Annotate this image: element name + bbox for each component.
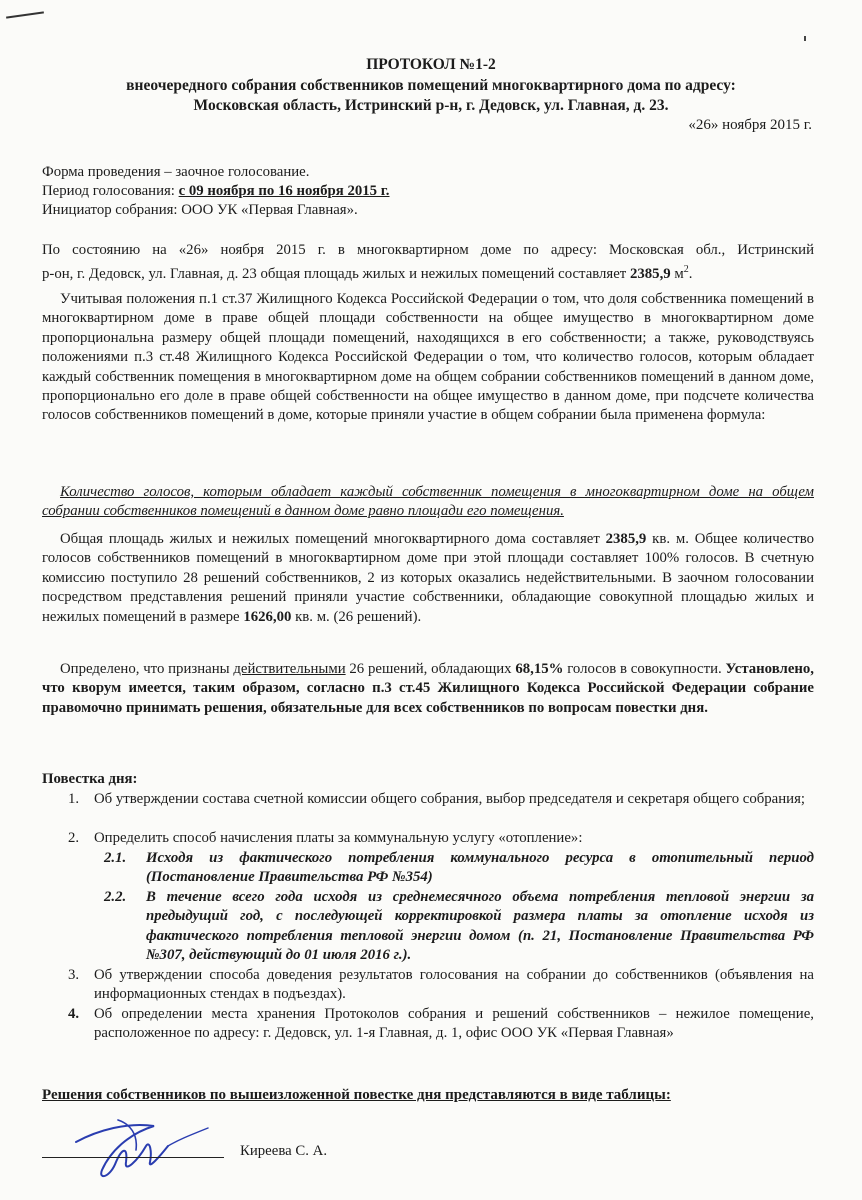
quorum-percent: 68,15% bbox=[515, 661, 564, 677]
agenda-item-2: Определить способ начисления платы за коммунальную услугу «отопление»: bbox=[94, 830, 583, 846]
scan-mark bbox=[6, 11, 44, 18]
scan-dot bbox=[804, 36, 806, 41]
total-paragraph: Общая площадь жилых и нежилых помещений многоквартирного дома составляет 2385,9 кв. м. Общее количество голосов собственников помещений в многоквартирном доме при этой площади составляет 100% голосов. В счетную комиссию поступило 28 решений собственников, 2 из которых оказались недействительными. В заочном голосовании посредством представления решений приняли участие собственники, обладающие совокупной площадью жилых и нежилых помещений в размере 1626,00 кв. м. (26 решений). bbox=[42, 531, 814, 625]
handwritten-signature bbox=[58, 1100, 228, 1190]
agenda-num-2: 2. bbox=[68, 830, 80, 846]
agenda-num-4: 4. bbox=[68, 1006, 80, 1022]
agenda-num-3: 3. bbox=[68, 967, 80, 983]
area-line-2: р-он, г. Дедовск, ул. Главная, д. 23 общая площадь жилых и нежилых помещений составляет 2385,9 $м^2$. bbox=[42, 264, 693, 283]
signature-stroke-1 bbox=[76, 1125, 168, 1176]
protocol-date: «26» ноября 2015 г. bbox=[688, 117, 812, 133]
agenda-item-1: Об утверждении состава счетной комиссии общего собрания, выбор председателя и секретаря общего собрания; bbox=[94, 791, 806, 807]
signatory-name: Киреева С. А. bbox=[240, 1143, 328, 1159]
initiator-line: Инициатор собрания: ООО УК «Первая Главная». bbox=[42, 202, 358, 218]
law-paragraph: Учитывая положения п.1 ст.37 Жилищного Кодекса Российской Федерации о том, что доля собственника помещений в многоквартирном доме в праве общей площади собственности на общее имущество в многоквартирном доме пропорциональна размеру общей площади помещений, находящихся в его собственности; а также, руководствуясь положениями п.3 ст.48 Жилищного Кодекса Российской Федерации о том, что количество голосов, которым обладает каждый собственник помещения в многоквартирном доме на общем собрании собственников помещений в данном доме, пропорционально его доле в праве общей собственности на общее имущество в данном доме, при подсчете количества голосов собственников помещений в доме, которые приняли участие в общем собрании была применена формула: bbox=[42, 291, 814, 424]
agenda-item-4: Об определении места хранения Протоколов собрания и решений собственников – нежилое помещение, расположенное по адресу: г. Дедовск, ул. 1-я Главная, д. 1, офис ООО УК «Первая Главная» bbox=[94, 1006, 814, 1042]
protocol-subtitle: внеочередного собрания собственников помещений многоквартирного дома по адресу: bbox=[126, 77, 736, 94]
form-line: Форма проведения – заочное голосование. bbox=[42, 164, 310, 180]
agenda-item-3: Об утверждении способа доведения результатов голосования на собрании до собственников (объявления на информационных стендах в подъездах). bbox=[94, 967, 814, 1003]
decisions-heading: Решения собственников по вышеизложенной повестке дня представляются в виде таблицы: bbox=[42, 1087, 671, 1103]
area-line-1: По состоянию на «26» ноября 2015 г. в многоквартирном доме по адресу: Московская обл., Истринский bbox=[42, 242, 814, 258]
quorum-paragraph: Определено, что признаны действительными 26 решений, обладающих 68,15% голосов в совокупности. Установлено, что кворум имеется, таким образом, согласно п.3 ст.45 Жилищного Кодекса Российской Федерации собрание правомочно принимать решения, обязательные для всех собственников по вопросам повестки дня. bbox=[42, 661, 815, 716]
agenda-num-1: 1. bbox=[68, 791, 80, 807]
period-value: с 09 ноября по 16 ноября 2015 г. bbox=[178, 183, 390, 199]
agenda-sub-num-1: 2.1. bbox=[104, 850, 127, 866]
area-value: 2385,9 bbox=[629, 266, 671, 283]
agenda-sub-item-2: В течение всего года исходя из среднемесячного объема потребления тепловой энергии за предыдущий год, с последующей корректировкой размера платы за отопление исходя из фактического потребления тепловой энергии домом (п. 21, Постановление Правительства РФ №307, действующий до 01 июля 2016 г.). bbox=[146, 889, 814, 964]
agenda-sub-item-1: Исходя из фактического потребления коммунального ресурса в отопительный период (Постановление Правительства РФ №354) bbox=[146, 850, 814, 886]
agenda-title: Повестка дня: bbox=[42, 771, 138, 787]
protocol-address: Московская область, Истринский р-н, г. Дедовск, ул. Главная, д. 23. bbox=[193, 97, 669, 114]
protocol-title: ПРОТОКОЛ №1-2 bbox=[366, 56, 496, 73]
area-paragraph bbox=[42, 241, 814, 285]
signature-line bbox=[42, 1157, 224, 1158]
period-label: Период голосования: bbox=[42, 183, 179, 199]
period-line bbox=[42, 182, 390, 201]
formula-text: Количество голосов, которым обладает каждый собственник помещения в многоквартирном доме на общем собрании собственников помещений в данном доме равно площади его помещения. bbox=[42, 484, 814, 520]
quorum-statement: Установлено, что кворум имеется, таким образом, согласно п.3 ст.45 Жилищного Кодекса Российской Федерации собрание правомочно принимать решения, обязательные для всех собственников по вопросам повестки дня. bbox=[42, 661, 815, 716]
signature-stroke-3 bbox=[168, 1128, 208, 1146]
agenda-sub-num-2: 2.2. bbox=[104, 889, 127, 905]
total-area: 2385,9 bbox=[605, 531, 647, 547]
voted-area: 1626,00 bbox=[243, 608, 292, 625]
